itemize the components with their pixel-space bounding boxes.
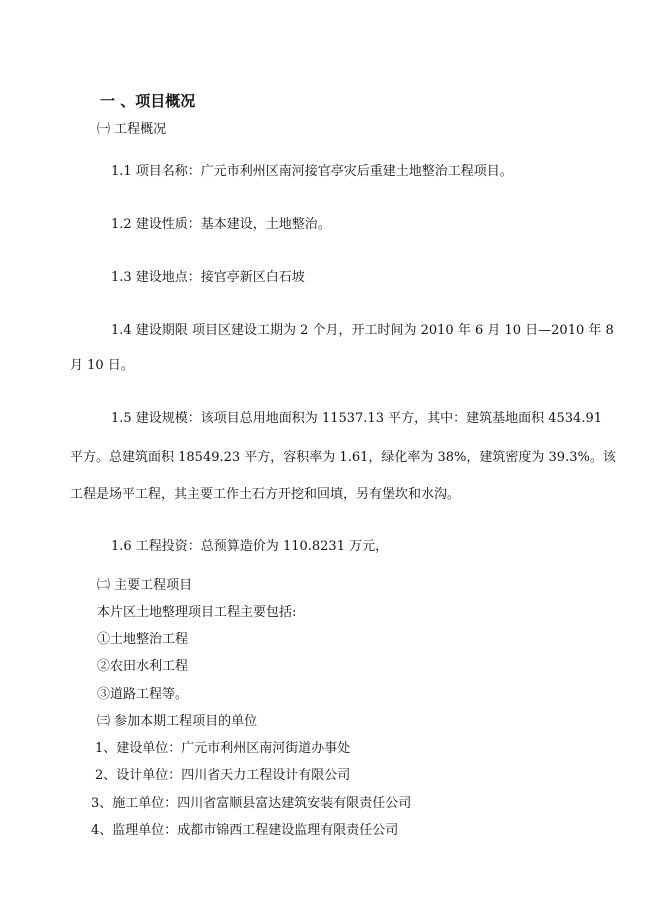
item-construction-scale-line2: 平方。总建筑面积 18549.23 平方，容积率为 1.61，绿化率为 38%，建筑密度为 39.3%。该	[70, 450, 616, 465]
section-heading: 一 、项目概况	[100, 92, 196, 110]
main-item-land: ①土地整治工程	[97, 632, 189, 647]
item-construction-period-line1: 1.4 建设期限 项目区建设工期为 2 个月，开工时间为 2010 年 6 月 10 日—2010 年 8	[111, 323, 614, 338]
item-project-name: 1.1 项目名称：广元市利州区南河接官亭灾后重建土地整治工程项目。	[111, 164, 513, 179]
item-construction-scale-line1: 1.5 建设规模：该项目总用地面积为 11537.13 平方，其中：建筑基地面积 4534.91	[111, 411, 602, 426]
item-construction-scale-line3: 工程是场平工程，其主要工作土石方开挖和回填，另有堡坎和水沟。	[70, 487, 461, 502]
subsection-title-units: ㈢ 参加本期工程项目的单位	[97, 714, 258, 729]
main-items-intro: 本片区土地整理项目工程主要包括:	[97, 605, 297, 620]
item-project-investment: 1.6 工程投资：总预算造价为 110.8231 万元，	[111, 539, 389, 554]
item-construction-nature: 1.2 建设性质：基本建设，土地整治。	[111, 217, 331, 232]
subsection-title-overview: ㈠ 工程概况	[97, 122, 167, 137]
unit-builder: 3、施工单位：四川省富顺县富达建筑安装有限责任公司	[91, 796, 412, 811]
main-item-road: ③道路工程等。	[97, 687, 189, 702]
main-item-irrigation: ②农田水利工程	[97, 659, 189, 674]
item-construction-location: 1.3 建设地点：接官亭新区白石坡	[111, 270, 305, 285]
unit-supervision: 4、监理单位：成都市锦西工程建设监理有限责任公司	[91, 823, 399, 838]
subsection-title-main-items: ㈡ 主要工程项目	[97, 578, 193, 593]
unit-construction: 1、建设单位：广元市利州区南河街道办事处	[95, 741, 351, 756]
item-construction-period-line2: 月 10 日。	[70, 358, 134, 373]
unit-design: 2、设计单位：四川省天力工程设计有限公司	[95, 768, 351, 783]
